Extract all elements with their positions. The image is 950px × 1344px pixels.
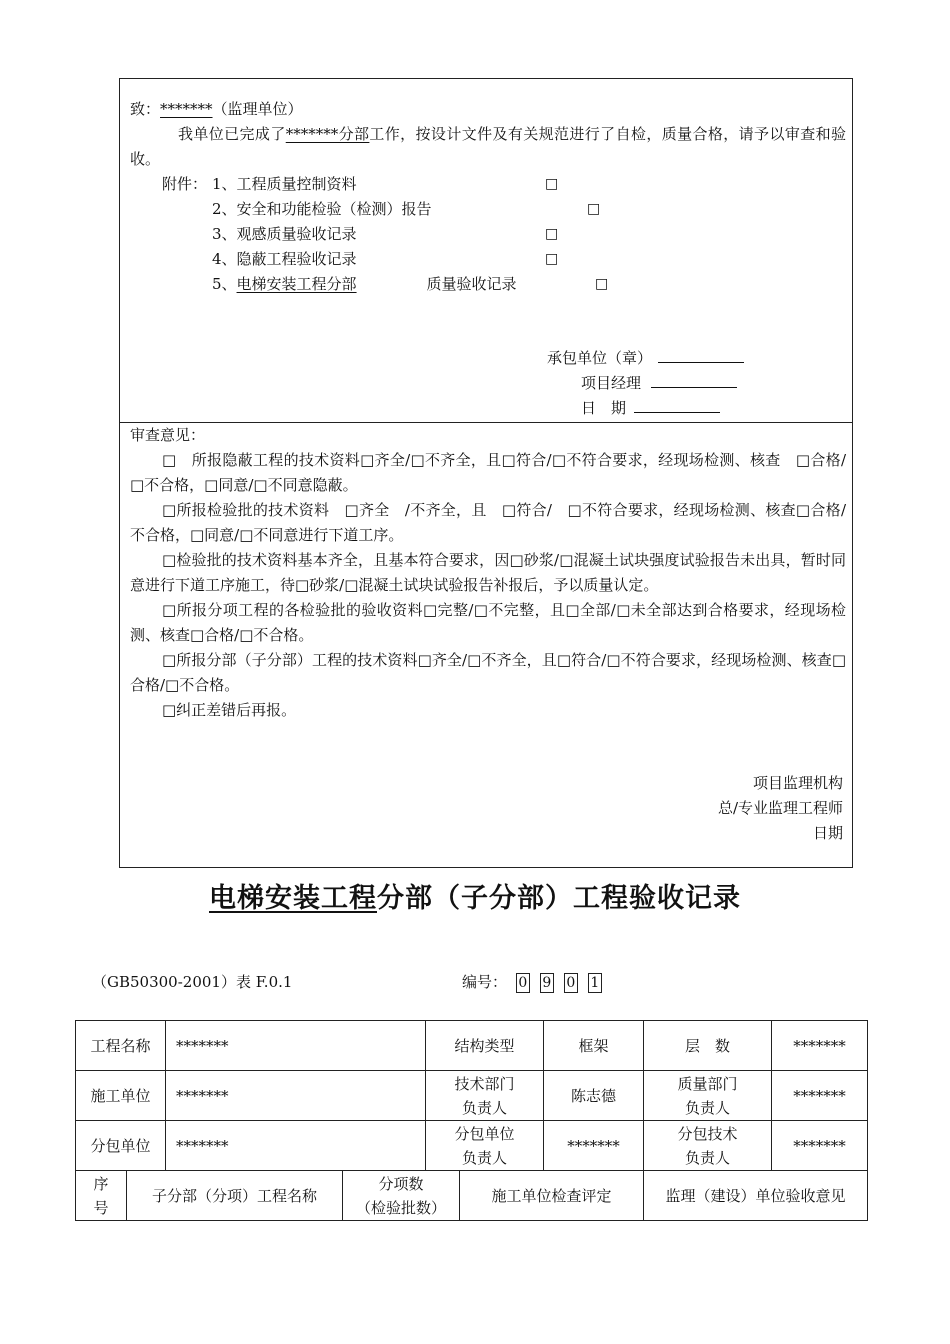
intro-c: 工作，按设计文件及有关规范进行了自检，质量合格，请予以审查和验收。 [130, 125, 846, 168]
manager-line [581, 373, 737, 393]
review-item-2: □所报检验批的技术资料 □齐全 /不齐全，且 □符合/ □不符合要求，经现场检测、核查□合格/不合格，□同意/□不同意进行下道工序。 [130, 501, 846, 544]
contractor-blank[interactable] [658, 348, 744, 363]
attachment-5-checkbox[interactable]: □ [595, 276, 609, 292]
quality-dept-head-value: ******* [772, 1071, 868, 1121]
subcontractor-label: 分包单位 [76, 1121, 166, 1171]
form-divider [120, 422, 852, 423]
review-item-4: □所报分项工程的各检验批的验收资料□完整/□不完整，且□全部/□未全部达到合格要求，经现场检测、核查□合格/□不合格。 [130, 601, 846, 644]
construction-evaluation-header: 施工单位检查评定 [460, 1171, 644, 1221]
subcontractor-head-value: ******* [544, 1121, 644, 1171]
document-title [0, 876, 950, 915]
code-digit-3: 0 [564, 973, 578, 993]
seq-header: 序 号 [76, 1171, 127, 1221]
review-item-1: □ 所报隐蔽工程的技术资料□齐全/□不齐全，且□符合/□不符合要求，经现场检测、核查 □合格/□不合格，□同意/□不同意隐蔽。 [130, 451, 846, 494]
table-row [76, 1121, 868, 1171]
floors-value: ******* [772, 1021, 868, 1071]
code-digit-4: 1 [588, 973, 602, 993]
attachment-3: 3、观感质量验收记录 [212, 225, 357, 243]
intro-a: 我单位已完成了 [178, 125, 286, 143]
manager-blank[interactable] [651, 373, 737, 388]
supervision-opinion-header: 监理（建设）单位验收意见 [644, 1171, 868, 1221]
attachment-3-checkbox[interactable]: □ [545, 226, 559, 242]
quality-dept-head-label: 质量部门 负责人 [644, 1071, 772, 1121]
review-label: 审查意见： [130, 426, 206, 444]
intro-paragraph [130, 122, 846, 172]
code-digit-1: 0 [516, 973, 530, 993]
intro-b: *******分部 [285, 125, 370, 143]
acceptance-table [75, 1020, 868, 1171]
structure-type-label: 结构类型 [426, 1021, 544, 1071]
subcontractor-value: ******* [166, 1121, 426, 1171]
acceptance-table-header [75, 1170, 868, 1221]
review-item-5: □所报分部（子分部）工程的技术资料□齐全/□不齐全，且□符合/□不符合要求，经现场检测、核查□合格/□不合格。 [130, 651, 846, 694]
table-row [76, 1171, 868, 1221]
code-label: 编号： [462, 973, 508, 991]
attachment-2-checkbox[interactable]: □ [587, 201, 601, 217]
project-name-value: ******* [166, 1021, 426, 1071]
date-line [581, 398, 720, 418]
review-item-3: □检验批的技术资料基本齐全，且基本符合要求，因□砂浆/□混凝土试块强度试验报告未出具，暂时同意进行下道工序施工，待□砂浆/□混凝土试块试验报告补报后，予以质量认定。 [130, 551, 846, 594]
to-label: 致： [130, 100, 161, 118]
date-blank[interactable] [634, 398, 720, 413]
manager-label: 项目经理 [581, 374, 642, 392]
standard-ref: （GB50300-2001）表 F.0.1 [92, 973, 293, 991]
subcontract-tech-head-value: ******* [772, 1121, 868, 1171]
title-underlined: 电梯安装工程 [209, 883, 377, 914]
item-count-header: 分项数 （检验批数） [343, 1171, 460, 1221]
attachment-5 [212, 274, 517, 294]
supervision-date: 日期 [812, 824, 843, 842]
tech-dept-head-label: 技术部门 负责人 [426, 1071, 544, 1121]
to-suffix: （监理单位） [212, 100, 303, 118]
to-name: ******* [160, 100, 213, 118]
attachment-5-suffix: 质量验收记录 [426, 275, 517, 293]
to-line [130, 99, 303, 119]
attachment-1: 1、工程质量控制资料 [212, 175, 357, 193]
review-item-6: □纠正差错后再报。 [162, 701, 297, 719]
attachment-5-name: 电梯安装工程分部 [236, 275, 357, 293]
floors-label: 层 数 [644, 1021, 772, 1071]
project-name-label: 工程名称 [76, 1021, 166, 1071]
construction-unit-value: ******* [166, 1071, 426, 1121]
code-digit-2: 9 [540, 973, 554, 993]
structure-type-value: 框架 [544, 1021, 644, 1071]
attachment-4-checkbox[interactable]: □ [545, 251, 559, 267]
table-row [76, 1021, 868, 1071]
subsection-name-header: 子分部（分项）工程名称 [127, 1171, 343, 1221]
attachment-5-number: 5、 [212, 275, 237, 293]
table-row [76, 1071, 868, 1121]
title-rest: 分部（子分部）工程验收记录 [377, 883, 741, 914]
tech-dept-head-value: 陈志德 [544, 1071, 644, 1121]
supervision-org: 项目监理机构 [752, 774, 843, 792]
construction-unit-label: 施工单位 [76, 1071, 166, 1121]
contractor-line [547, 348, 744, 368]
attachment-1-checkbox[interactable]: □ [545, 176, 559, 192]
attach-label: 附件： [162, 175, 208, 193]
supervisor: 总/专业监理工程师 [717, 799, 843, 817]
attachment-2: 2、安全和功能检验（检测）报告 [212, 200, 432, 218]
subcontractor-head-label: 分包单位 负责人 [426, 1121, 544, 1171]
date-label: 日 期 [581, 399, 627, 417]
subcontract-tech-head-label: 分包技术 负责人 [644, 1121, 772, 1171]
code-line [462, 972, 612, 993]
contractor-label: 承包单位（章） [547, 349, 653, 367]
application-form [119, 78, 853, 868]
attachment-4: 4、隐蔽工程验收记录 [212, 250, 357, 268]
